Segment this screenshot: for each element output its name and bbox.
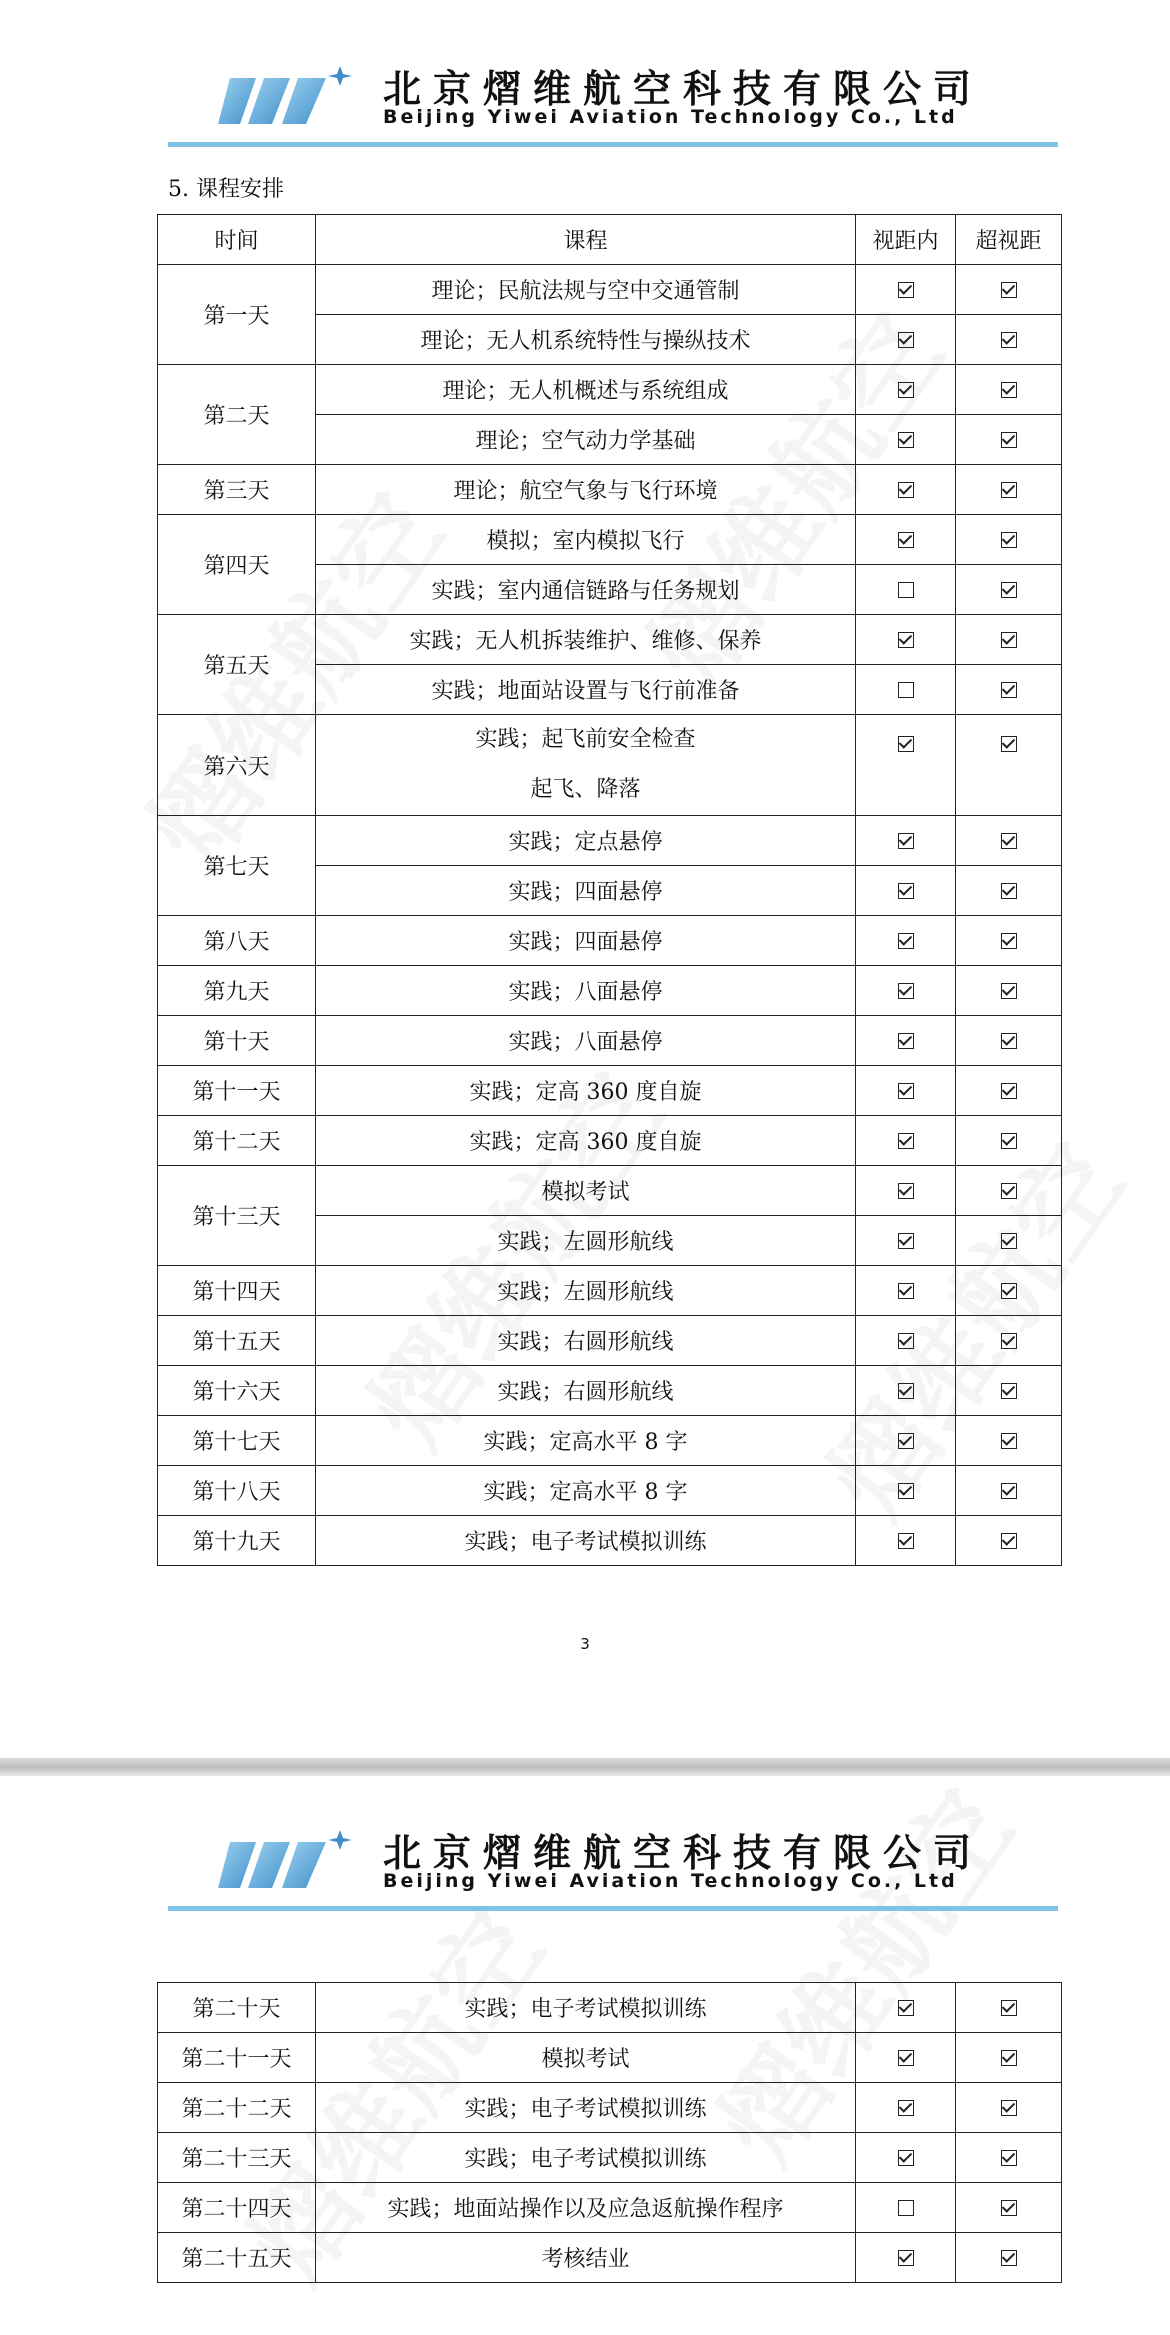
vlos-cell: [856, 816, 956, 866]
bvlos-cell: [956, 465, 1062, 515]
vlos-checkbox-icon: [898, 1233, 914, 1249]
bvlos-checkbox-icon: [1001, 532, 1017, 548]
bvlos-cell: [956, 1116, 1062, 1166]
vlos-cell: [856, 2033, 956, 2083]
page-separator: [0, 1758, 1170, 1776]
course-cell: 实践；室内通信链路与任务规划: [316, 565, 856, 615]
page-number: 3: [580, 1635, 590, 1653]
day-cell: 第二十五天: [158, 2233, 316, 2283]
page-header: [168, 1822, 1058, 1912]
bvlos-checkbox-icon: [1001, 1233, 1017, 1249]
table-row: [158, 2133, 1062, 2183]
bvlos-checkbox-icon: [1001, 1383, 1017, 1399]
table-row: [158, 2033, 1062, 2083]
course-cell: 模拟考试: [316, 1166, 856, 1216]
vlos-cell: [856, 1466, 956, 1516]
table-row: [158, 1066, 1062, 1116]
vlos-cell: [856, 365, 956, 415]
course-cell: 实践；定点悬停: [316, 816, 856, 866]
vlos-checkbox-icon: [898, 1483, 914, 1499]
bvlos-checkbox-icon: [1001, 2100, 1017, 2116]
bvlos-checkbox-icon: [1001, 482, 1017, 498]
vlos-checkbox-icon: [898, 1083, 914, 1099]
bvlos-cell: [956, 665, 1062, 715]
bvlos-checkbox-icon: [1001, 1033, 1017, 1049]
bvlos-cell: [956, 2033, 1062, 2083]
bvlos-cell: [956, 1016, 1062, 1066]
page-header: [168, 58, 1058, 148]
bvlos-checkbox-icon: [1001, 883, 1017, 899]
day-cell: 第七天: [158, 816, 316, 916]
course-schedule-table-continued: [157, 1982, 1062, 2283]
day-cell: 第六天: [158, 715, 316, 816]
company-name-cn: 北京熠维航空科技有限公司: [383, 1830, 984, 1875]
bvlos-checkbox-icon: [1001, 1333, 1017, 1349]
course-cell: 考核结业: [316, 2233, 856, 2283]
day-cell: 第三天: [158, 465, 316, 515]
bvlos-cell: [956, 1983, 1062, 2033]
bvlos-cell: [956, 265, 1062, 315]
vlos-checkbox-icon: [898, 2150, 914, 2166]
day-cell: 第十二天: [158, 1116, 316, 1166]
section-title: 5. 课程安排: [168, 177, 284, 202]
bvlos-cell: [956, 1266, 1062, 1316]
vlos-checkbox-icon: [898, 1383, 914, 1399]
vlos-checkbox-icon: [898, 282, 914, 298]
course-cell: 模拟考试: [316, 2033, 856, 2083]
vlos-cell: [856, 715, 956, 816]
company-logo-icon: [218, 66, 354, 128]
table-row: [158, 715, 1062, 816]
vlos-cell: [856, 265, 956, 315]
bvlos-checkbox-icon: [1001, 2250, 1017, 2266]
vlos-cell: [856, 315, 956, 365]
table-row: [158, 1983, 1062, 2033]
table-row: [158, 465, 1062, 515]
bvlos-cell: [956, 816, 1062, 866]
table-row: [158, 1416, 1062, 1466]
bvlos-checkbox-icon: [1001, 1283, 1017, 1299]
day-cell: 第十三天: [158, 1166, 316, 1266]
table-row: [158, 1016, 1062, 1066]
day-cell: 第二十四天: [158, 2183, 316, 2233]
day-cell: 第十四天: [158, 1266, 316, 1316]
vlos-cell: [856, 465, 956, 515]
vlos-cell: [856, 1166, 956, 1216]
vlos-checkbox-icon: [898, 582, 914, 598]
day-cell: 第一天: [158, 265, 316, 365]
header-vlos: 视距内: [856, 215, 956, 265]
vlos-cell: [856, 2133, 956, 2183]
bvlos-cell: [956, 1366, 1062, 1416]
course-cell: 实践；电子考试模拟训练: [316, 1983, 856, 2033]
table-row: [158, 1316, 1062, 1366]
bvlos-cell: [956, 2083, 1062, 2133]
course-line: 起飞、降落: [530, 777, 641, 802]
vlos-checkbox-icon: [898, 682, 914, 698]
vlos-cell: [856, 1066, 956, 1116]
course-cell: 理论；无人机概述与系统组成: [316, 365, 856, 415]
vlos-cell: [856, 2083, 956, 2133]
vlos-checkbox-icon: [898, 382, 914, 398]
vlos-checkbox-icon: [898, 1433, 914, 1449]
vlos-cell: [856, 1266, 956, 1316]
table-row: [158, 1166, 1062, 1216]
vlos-checkbox-icon: [898, 432, 914, 448]
course-cell: 实践；四面悬停: [316, 866, 856, 916]
day-cell: 第十五天: [158, 1316, 316, 1366]
vlos-checkbox-icon: [898, 1033, 914, 1049]
day-cell: 第十一天: [158, 1066, 316, 1116]
header-course: 课程: [316, 215, 856, 265]
course-cell: 模拟；室内模拟飞行: [316, 515, 856, 565]
course-cell: 实践；地面站操作以及应急返航操作程序: [316, 2183, 856, 2233]
bvlos-checkbox-icon: [1001, 833, 1017, 849]
vlos-checkbox-icon: [898, 2250, 914, 2266]
table-row: [158, 1116, 1062, 1166]
table-row: [158, 1366, 1062, 1416]
table-row: [158, 1516, 1062, 1566]
table-row: [158, 1466, 1062, 1516]
table-row: [158, 2233, 1062, 2283]
bvlos-checkbox-icon: [1001, 2150, 1017, 2166]
vlos-checkbox-icon: [898, 1283, 914, 1299]
vlos-checkbox-icon: [898, 332, 914, 348]
vlos-cell: [856, 415, 956, 465]
vlos-checkbox-icon: [898, 2200, 914, 2216]
course-cell: 实践；电子考试模拟训练: [316, 1516, 856, 1566]
vlos-cell: [856, 565, 956, 615]
vlos-cell: [856, 1116, 956, 1166]
bvlos-cell: [956, 1516, 1062, 1566]
bvlos-cell: [956, 1166, 1062, 1216]
bvlos-cell: [956, 1216, 1062, 1266]
vlos-cell: [856, 1416, 956, 1466]
bvlos-cell: [956, 966, 1062, 1016]
table-row: [158, 265, 1062, 315]
company-logo-icon: [218, 1830, 354, 1892]
vlos-checkbox-icon: [898, 933, 914, 949]
vlos-checkbox-icon: [898, 1533, 914, 1549]
bvlos-checkbox-icon: [1001, 632, 1017, 648]
course-cell: 实践；右圆形航线: [316, 1366, 856, 1416]
vlos-cell: [856, 1216, 956, 1266]
vlos-checkbox-icon: [898, 532, 914, 548]
day-cell: 第二十一天: [158, 2033, 316, 2083]
bvlos-cell: [956, 1416, 1062, 1466]
vlos-cell: [856, 615, 956, 665]
vlos-checkbox-icon: [898, 1183, 914, 1199]
table-row: [158, 615, 1062, 665]
vlos-cell: [856, 2233, 956, 2283]
course-cell: 实践；左圆形航线: [316, 1216, 856, 1266]
vlos-checkbox-icon: [898, 983, 914, 999]
company-name-cn: 北京熠维航空科技有限公司: [383, 66, 984, 111]
bvlos-cell: [956, 615, 1062, 665]
table-row: [158, 816, 1062, 866]
bvlos-checkbox-icon: [1001, 2200, 1017, 2216]
course-cell: 理论；无人机系统特性与操纵技术: [316, 315, 856, 365]
course-cell: 实践；定高 360 度自旋: [316, 1066, 856, 1116]
vlos-checkbox-icon: [898, 883, 914, 899]
day-cell: 第二十天: [158, 1983, 316, 2033]
course-cell: 理论；民航法规与空中交通管制: [316, 265, 856, 315]
vlos-cell: [856, 966, 956, 1016]
day-cell: 第二天: [158, 365, 316, 465]
day-cell: 第二十三天: [158, 2133, 316, 2183]
bvlos-checkbox-icon: [1001, 282, 1017, 298]
bvlos-cell: [956, 916, 1062, 966]
day-cell: 第十六天: [158, 1366, 316, 1416]
table-row: [158, 1266, 1062, 1316]
bvlos-checkbox-icon: [1001, 1133, 1017, 1149]
vlos-cell: [856, 866, 956, 916]
table-row: [158, 966, 1062, 1016]
day-cell: 第五天: [158, 615, 316, 715]
bvlos-cell: [956, 565, 1062, 615]
company-name-en: Beijing Yiwei Aviation Technology Co., Ltd: [383, 1870, 958, 1892]
vlos-checkbox-icon: [898, 2000, 914, 2016]
header-time: 时间: [158, 215, 316, 265]
vlos-cell: [856, 1983, 956, 2033]
table-header-row: [158, 215, 1062, 265]
vlos-cell: [856, 515, 956, 565]
bvlos-checkbox-icon: [1001, 983, 1017, 999]
vlos-checkbox-icon: [898, 482, 914, 498]
day-cell: 第十天: [158, 1016, 316, 1066]
vlos-checkbox-icon: [898, 736, 914, 752]
vlos-cell: [856, 916, 956, 966]
bvlos-checkbox-icon: [1001, 2000, 1017, 2016]
bvlos-cell: [956, 715, 1062, 816]
course-cell: 实践；电子考试模拟训练: [316, 2083, 856, 2133]
vlos-cell: [856, 1316, 956, 1366]
vlos-checkbox-icon: [898, 2050, 914, 2066]
course-cell: 实践；定高水平 8 字: [316, 1416, 856, 1466]
day-cell: 第九天: [158, 966, 316, 1016]
course-cell: 理论；空气动力学基础: [316, 415, 856, 465]
bvlos-cell: [956, 515, 1062, 565]
day-cell: 第八天: [158, 916, 316, 966]
bvlos-checkbox-icon: [1001, 2050, 1017, 2066]
vlos-checkbox-icon: [898, 632, 914, 648]
table-row: [158, 916, 1062, 966]
course-line: 实践；起飞前安全检查: [475, 727, 696, 752]
company-name-en: Beijing Yiwei Aviation Technology Co., Ltd: [383, 106, 958, 128]
course-cell: 实践；右圆形航线: [316, 1316, 856, 1366]
course-cell: 实践；无人机拆装维护、维修、保养: [316, 615, 856, 665]
bvlos-cell: [956, 2183, 1062, 2233]
header-bvlos: 超视距: [956, 215, 1062, 265]
bvlos-checkbox-icon: [1001, 1433, 1017, 1449]
day-cell: 第十九天: [158, 1516, 316, 1566]
course-cell: 实践；定高水平 8 字: [316, 1466, 856, 1516]
course-cell: 实践；定高 360 度自旋: [316, 1116, 856, 1166]
bvlos-cell: [956, 2133, 1062, 2183]
bvlos-checkbox-icon: [1001, 682, 1017, 698]
document-page-2: [0, 1776, 1170, 2335]
bvlos-checkbox-icon: [1001, 736, 1017, 752]
course-cell: 实践；左圆形航线: [316, 1266, 856, 1316]
bvlos-cell: [956, 2233, 1062, 2283]
vlos-checkbox-icon: [898, 1333, 914, 1349]
course-cell: 实践；四面悬停: [316, 916, 856, 966]
bvlos-cell: [956, 1316, 1062, 1366]
bvlos-cell: [956, 365, 1062, 415]
course-cell: 实践；八面悬停: [316, 1016, 856, 1066]
table-row: [158, 2083, 1062, 2133]
bvlos-checkbox-icon: [1001, 1533, 1017, 1549]
bvlos-cell: [956, 866, 1062, 916]
day-cell: 第十八天: [158, 1466, 316, 1516]
table-row: [158, 2183, 1062, 2233]
bvlos-checkbox-icon: [1001, 432, 1017, 448]
course-schedule-table: [157, 214, 1062, 1566]
bvlos-cell: [956, 415, 1062, 465]
course-cell: [316, 715, 856, 816]
header-rule: [168, 1906, 1058, 1911]
day-cell: 第十七天: [158, 1416, 316, 1466]
bvlos-checkbox-icon: [1001, 1183, 1017, 1199]
course-cell: 实践；地面站设置与飞行前准备: [316, 665, 856, 715]
bvlos-cell: [956, 1466, 1062, 1516]
table-row: [158, 365, 1062, 415]
course-cell: 实践；电子考试模拟训练: [316, 2133, 856, 2183]
course-cell: 理论；航空气象与飞行环境: [316, 465, 856, 515]
vlos-cell: [856, 665, 956, 715]
bvlos-cell: [956, 1066, 1062, 1116]
day-cell: 第二十二天: [158, 2083, 316, 2133]
vlos-cell: [856, 1016, 956, 1066]
course-cell: 实践；八面悬停: [316, 966, 856, 1016]
bvlos-checkbox-icon: [1001, 382, 1017, 398]
bvlos-checkbox-icon: [1001, 1083, 1017, 1099]
vlos-cell: [856, 1366, 956, 1416]
table-row: [158, 515, 1062, 565]
vlos-cell: [856, 2183, 956, 2233]
vlos-cell: [856, 1516, 956, 1566]
vlos-checkbox-icon: [898, 833, 914, 849]
day-cell: 第四天: [158, 515, 316, 615]
bvlos-checkbox-icon: [1001, 332, 1017, 348]
bvlos-cell: [956, 315, 1062, 365]
bvlos-checkbox-icon: [1001, 933, 1017, 949]
bvlos-checkbox-icon: [1001, 582, 1017, 598]
header-rule: [168, 142, 1058, 147]
vlos-checkbox-icon: [898, 1133, 914, 1149]
vlos-checkbox-icon: [898, 2100, 914, 2116]
bvlos-checkbox-icon: [1001, 1483, 1017, 1499]
